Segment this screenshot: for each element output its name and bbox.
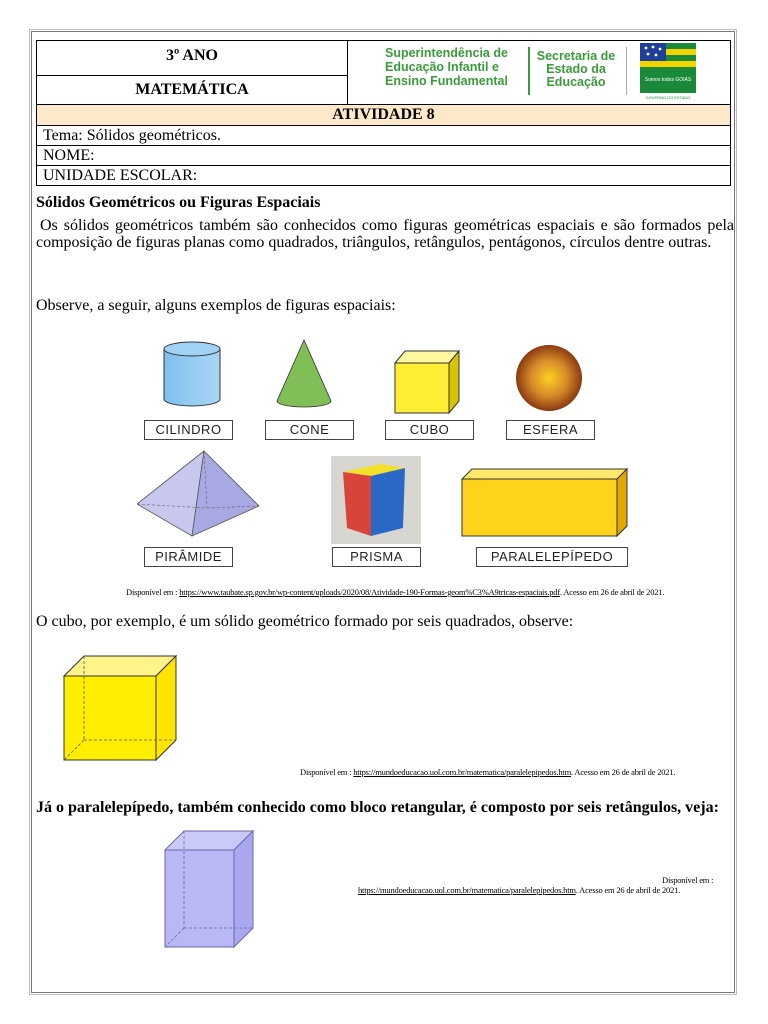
sphere-shape [516, 345, 582, 411]
grade-cell: 3º ANO [36, 40, 348, 76]
parallelepiped-shape [462, 469, 627, 536]
prism-shape [331, 456, 421, 544]
cube-text: O cubo, por exemplo, é um sólido geométrico formado por seis quadrados, observe: [36, 613, 574, 630]
yellow-cube-figure [58, 652, 180, 764]
header-table [36, 40, 731, 188]
label-esfera: ESFERA [506, 420, 595, 440]
credit-figures-suffix: . Acesso em 26 de abril de 2021. [559, 587, 665, 597]
label-piramide: PIRÂMIDE [144, 547, 233, 567]
theme-row: Tema: Sólidos geométricos. [36, 125, 731, 146]
cone-shape [277, 340, 331, 407]
credit-para-suffix: . Acesso em 26 de abril de 2021. [575, 885, 681, 895]
logo-secretaria: Secretaria de Estado da Educação [536, 49, 616, 89]
credit-cube [300, 767, 675, 777]
credit-figures-link[interactable]: https://www.taubate.sp.gov.br/wp-content/uploads/2020/08/Atividade-190-Formas-geom%C3%A9tricas-espaciais.pdf [179, 587, 560, 597]
lavender-prism-figure [162, 828, 256, 950]
credit-cube-suffix: . Acesso em 26 de abril de 2021. [571, 767, 676, 777]
observe-text: Observe, a seguir, alguns exemplos de figuras espaciais: [36, 297, 396, 314]
label-paralelepipedo: PARALELEPÍPEDO [476, 547, 628, 567]
cylinder-shape [164, 342, 220, 406]
solid-figures-drawing [137, 336, 631, 576]
logo-divider [528, 47, 530, 95]
solid-figures-panel [137, 336, 631, 576]
credit-cube-prefix: Disponível em : [300, 767, 354, 777]
section-title: Sólidos Geométricos ou Figuras Espaciais [36, 194, 321, 211]
credit-figures [126, 587, 664, 597]
credit-cube-link[interactable]: https://mundoeducacao.uol.com.br/matematica/paralelepipedos.htm [353, 767, 572, 777]
subject-cell: MATEMÁTICA [36, 75, 348, 105]
school-row: UNIDADE ESCOLAR: [36, 165, 731, 186]
logos-cell [347, 40, 731, 105]
parallelepiped-text: Já o paralelepípedo, também conhecido como bloco retangular, é composto por seis retângulos, veja: [36, 799, 719, 816]
label-cone: CONE [265, 420, 354, 440]
pyramid-shape [137, 451, 259, 536]
logo-divider-2 [626, 47, 627, 95]
label-cilindro: CILINDRO [144, 420, 233, 440]
goias-slogan: Somos todos GOIÁS [644, 77, 692, 83]
credit-para-link[interactable]: https://mundoeducacao.uol.com.br/matematica/paralelepipedos.htm [358, 885, 576, 895]
goias-flag-logo-icon [640, 43, 696, 101]
credit-figures-prefix: Disponível em : [126, 587, 180, 597]
label-cubo: CUBO [385, 420, 474, 440]
goias-small-text: GOVERNO DO ESTADO [645, 95, 691, 100]
activity-title: ATIVIDADE 8 [36, 104, 731, 126]
cube-shape [395, 351, 459, 413]
credit-para-prefix: Disponível em : [662, 875, 714, 885]
name-row: NOME: [36, 145, 731, 166]
credit-para [358, 885, 680, 895]
label-prisma: PRISMA [332, 547, 421, 567]
intro-paragraph: Os sólidos geométricos também são conhecidos como figuras geométricas espaciais e são formados pela composição de figuras planas como quadrados, triângulos, retângulos, pentágonos, círculos dentre outras. [36, 217, 734, 251]
logo-superintendencia: Superintendência de Educação Infantil e Ensino Fundamental [385, 46, 508, 88]
